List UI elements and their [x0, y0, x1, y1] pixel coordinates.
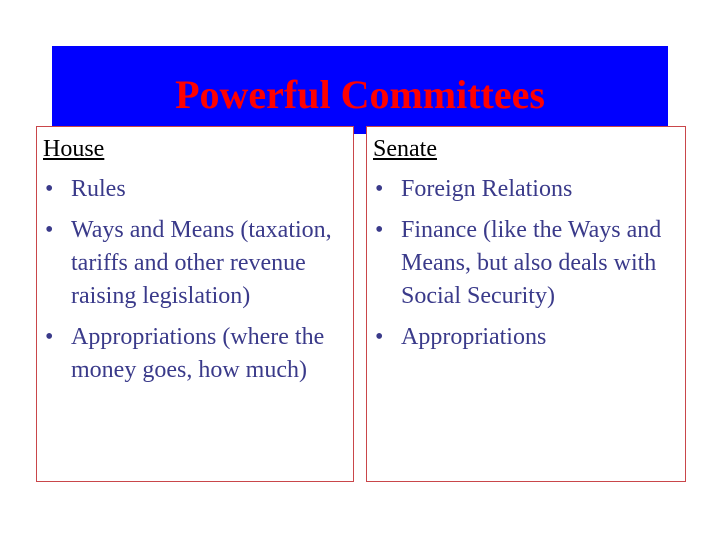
- bullet-icon: •: [375, 217, 384, 243]
- house-heading: House: [43, 136, 105, 162]
- senate-heading: Senate: [373, 136, 437, 162]
- list-item: [373, 173, 679, 206]
- bullet-icon: •: [45, 176, 54, 202]
- house-panel: [36, 126, 354, 482]
- list-item: [43, 321, 347, 387]
- bullet-icon: •: [45, 324, 54, 350]
- house-item-appropriations: Appropriations (where the money goes, how much): [71, 324, 325, 383]
- house-item-rules: Rules: [71, 176, 126, 202]
- bullet-icon: •: [375, 176, 384, 202]
- list-item: [43, 173, 347, 206]
- senate-item-finance: Finance (like the Ways and Means, but also deals with Social Security): [401, 217, 662, 309]
- list-item: [373, 214, 679, 313]
- bullet-icon: •: [45, 217, 54, 243]
- senate-panel: [366, 126, 686, 482]
- senate-item-foreign-relations: Foreign Relations: [401, 176, 573, 202]
- bullet-icon: •: [375, 324, 384, 350]
- house-item-ways-and-means: Ways and Means (taxation, tariffs and other revenue raising legislation): [71, 217, 332, 309]
- slide-title: Powerful Committees: [175, 72, 545, 117]
- house-committee-list: [43, 173, 347, 395]
- list-item: [43, 214, 347, 313]
- senate-committee-list: [373, 173, 679, 362]
- list-item: [373, 321, 679, 354]
- senate-item-appropriations: Appropriations: [401, 324, 547, 350]
